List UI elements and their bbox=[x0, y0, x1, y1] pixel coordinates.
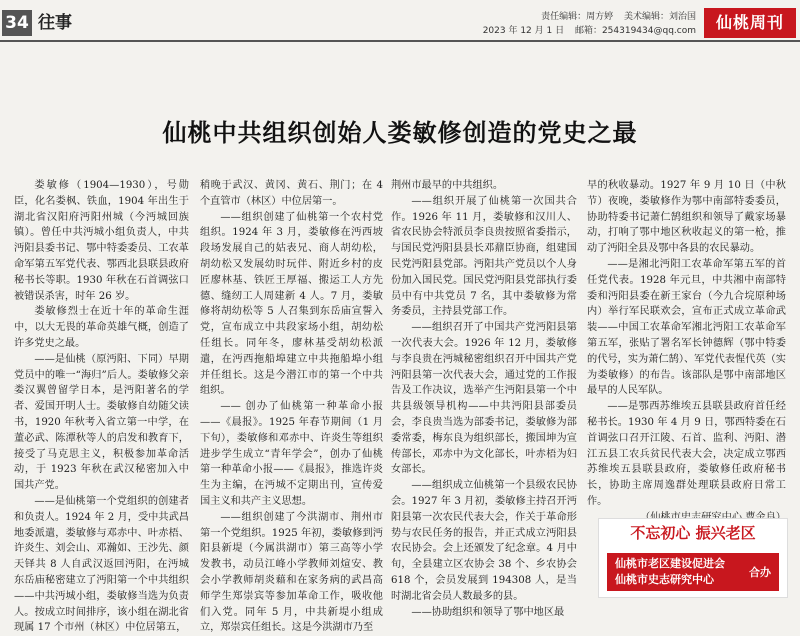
page-number: 34 bbox=[2, 10, 32, 36]
section-title: 往事 bbox=[38, 13, 72, 33]
article-column-4 bbox=[587, 178, 786, 508]
article-paragraph: 娄敏修烈士在近十年的革命生涯中，以大无畏的革命英雄气概，创造了许多党史之最。 bbox=[14, 306, 189, 349]
issue-date: 2023 年 12 月 1 日 bbox=[482, 26, 565, 36]
article-paragraph: ——协助组织和领导了鄂中地区最 bbox=[411, 606, 565, 618]
editor-name: 责任编辑：周方婷 bbox=[541, 12, 614, 22]
article-paragraph: 稍晚于武汉、黄冈、黄石、荆门；在 4 个直管市（林区）中位居第一。 bbox=[200, 180, 383, 207]
sponsor-organizations bbox=[607, 553, 779, 591]
article-paragraph: ——组织开展了仙桃第一次国共合作。1926 年 11 月，娄敏修和汉川人、省农民协会特派员李良贵按照省委指示，与国民党沔阳县县长邓鼐臣协商，组建国民党沔阳县党部。沔阳共产党员以个人身份加入国民党。国民党沔阳县党部执行委员中有中共党员 7 名，其中娄敏修为常务委员，主持县党部工作。 bbox=[391, 195, 577, 318]
article-column-3 bbox=[391, 178, 577, 618]
article-paragraph: ——组织创建了今洪湖市、荆州市第一个党组织。1925 年初，娄敏修到沔阳县新堤（今属洪湖市）第三高等小学发教书，动员江峰小学教师刘煊安、教会小学教师胡炎藉和在家务病的武昌高师学生郑崇宾等参加革命工作，吸收他们入党。同年 5 月，中共新堤小组成立，郑崇宾任组长。这是今洪湖市乃至 bbox=[200, 511, 383, 634]
article-paragraph: —— 创办了仙桃第一种革命小报——《晨报》。1925 年春节期间（1 月下旬），娄敏修和邓赤中、许炎生等组织进步学生成立“青年学会”，创办了仙桃第一种革命小报——《晨报》，推选许炎生为主编，在沔城不定期出刊，宣传爱国主义和共产主义思想。 bbox=[200, 401, 383, 507]
article-paragraph: ——组织创建了仙桃第一个农村党组织。1924 年 3 月，娄敏修在沔西坡段场发展自己的姑表兄、商人胡幼松，胡幼松又发展幼时玩伴、附近乡村的皮匠廖林基、铁匠王厚福、搬运工人方先德、缝纫工人周建新 4 人。7 月，娄敏修将胡幼松等 5 人召集到东岳庙宣誓入党，宣布成立中共段家场小组，胡幼松任组长。同年冬，廖林基受胡幼松派遣，在沔西拖船埠建立中共拖船埠小组并任组长。这是今潜江市的第一个中共组织。 bbox=[200, 211, 383, 397]
editor-info bbox=[483, 10, 696, 38]
article-paragraph: ——是仙桃第一个党组织的创建者和负责人。1924 年 2 月，受中共武昌地委派遣，娄敏修与邓赤中、叶赤梧、许炎生、刘会山、邓瀚如、王沙先、颜天铎共 8 人自武汉返回沔阳，在沔城东岳庙秘密建立了沔阳第一个中共组织——中共沔城小组，娄敏修当选为负责人。按成立时间排序，该小组在湖北省现属 17 个市州（林区）中位居第五， bbox=[14, 495, 189, 634]
article-paragraph: ——是鄂西苏维埃五县联县政府首任经秘书长。1930 年 4 月 9 日，鄂西特委在石首调弦口召开江陵、石首、监利、沔阳、潜江五县工农兵贫民代表大会，决定成立鄂西苏维埃五县联县政府，娄敏修任政府秘书长，协助主席周逸群处理联县政府日常工作。 bbox=[587, 401, 786, 507]
article-column-2 bbox=[200, 178, 383, 634]
contact-email: 邮箱：254319434@qq.com bbox=[574, 26, 696, 36]
masthead-brand: 仙桃周刊 bbox=[704, 8, 796, 38]
article-paragraph: 荆州市最早的中共组织。 bbox=[391, 180, 504, 191]
art-editor-name: 美术编辑：刘治国 bbox=[623, 12, 696, 22]
article-column-1 bbox=[14, 178, 189, 634]
page-header bbox=[0, 0, 800, 44]
sponsor-slogan: 不忘初心 振兴老区 bbox=[630, 524, 756, 542]
sponsor-org-2: 仙桃市史志研究中心 bbox=[615, 573, 714, 586]
article-paragraph: ——是仙桃（原沔阳、下同）早期党员中的唯一“海归”后人。娄敏修父亲娄汉翼曾留学日本，是沔阳著名的学者、爱国开明人士。娄敏修自幼随父读书，1920 年秋考入省立第一中学，在董必武、陈潭秋等人的启发和教育下，接受了马克思主义，积极参加革命活动，于 1923 年秋在武汉秘密加入中国共产党。 bbox=[14, 353, 189, 492]
article-paragraph: ——是湘北沔阳工农革命军第五军的首任党代表。1928 年元旦，中共湘中南部特委和沔阳县委在新王家台（今九合垸原种场内）举行军民联欢会，宣布正式成立革命武装——中国工农革命军湘北沔阳工农革命军第五军，张贴了署名军长钟德辉（鄂中特委的代号，实为萧仁鹄）、军党代表惺代英（实为娄敏修）的布告。该部队是鄂中南部地区最早的人民军队。 bbox=[587, 258, 786, 397]
sponsor-joint-label: 合办 bbox=[749, 566, 771, 579]
article-paragraph: 娄敏修（1904—1930），号勋臣，化名娄枫、铁血，1904 年出生于湖北省汉阳府沔阳州城（今沔城回族镇）。曾任中共沔城小组负责人，中共沔阳县委书记、鄂中特委委员、工农革命军第五军党代表、鄂西北县联县政府秘书长等职。1930 年秋在石首调弦口被错误杀害，时年 26 岁。 bbox=[14, 180, 189, 302]
article-paragraph: ——组织成立仙桃第一个县级农民协会。1927 年 3 月初，娄敏修主持召开沔阳县第一次农民代表大会，作关于革命形势与农民任务的报告，并正式成立沔阳县农民协会。会上还颁发了纪念章。4 月中旬，全县建立区农协会 38 个、乡农协会 618 个，会员发展到 194308 人，是当时湖北省会员人数最多的县。 bbox=[391, 480, 577, 602]
header-divider bbox=[0, 40, 800, 42]
sponsor-banner bbox=[598, 518, 788, 598]
article-headline: 仙桃中共组织创始人娄敏修创造的党史之最 bbox=[162, 119, 638, 147]
sponsor-org-1: 仙桃市老区建设促进会 bbox=[615, 557, 725, 570]
article-paragraph: ——组织召开了中国共产党沔阳县第一次代表大会。1926 年 12 月，娄敏修与李良贵在沔城秘密组织召开中国共产党沔阳县第一次代表大会，通过党的工作报告及工作决议，选举产生沔阳县第一个中共县级领导机构——中共沔阳县部委员会，李良贵当选为部委书记，娄敏修为部委常委，梅东良为组织部长，搬国坤为宣传部长，邓赤中为文化部长，叶赤梧为妇女部长。 bbox=[391, 322, 577, 476]
article-paragraph: 早的秋收暴动。1927 年 9 月 10 日（中秋节）夜晚，娄敏修作为鄂中南部特委委员，协助特委书记萧仁鹄组织和领导了戴家场暴动，打响了鄂中地区秋收起义的第一枪，推动了沔阳全县及鄂中各县的农民暴动。 bbox=[587, 180, 786, 255]
